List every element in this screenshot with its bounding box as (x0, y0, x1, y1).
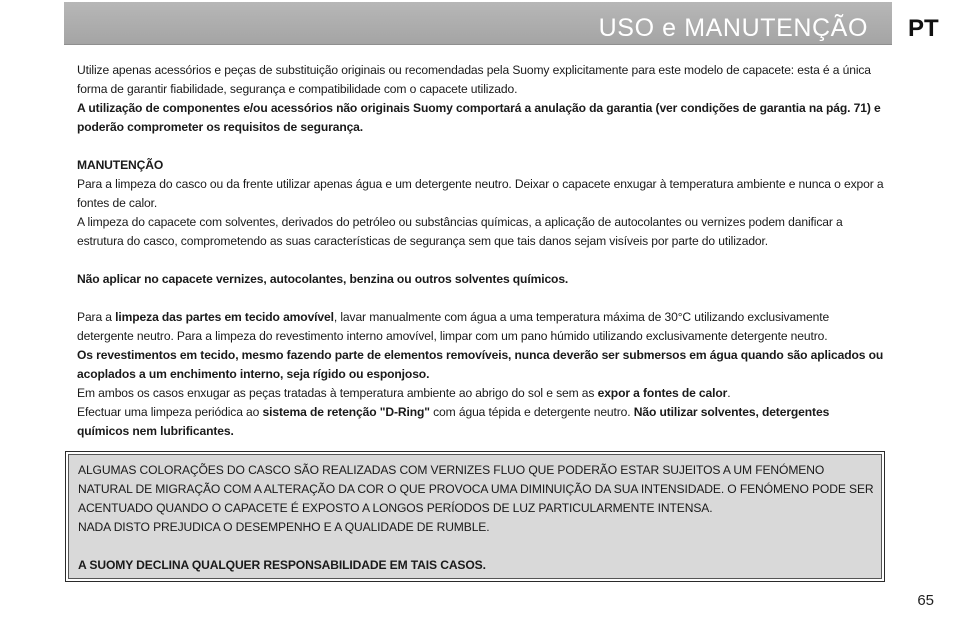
language-code: PT (908, 15, 939, 42)
fluo-notice-text: ALGUMAS COLORAÇÕES DO CASCO SÃO REALIZADAS COM VERNIZES FLUO QUE PODERÃO ESTAR SUJEITOS A UM FENÓMENO NATURAL DE MIGRAÇÃO COM A ALTERAÇÃO DA COR O QUE PROVOCA UMA DIMINUIÇÃO DA SUA INTENSIDADE. O FENÓMENO PODE SER ACENTUADO QUANDO O CAPACETE É EXPOSTO A LONGOS PERÍODOS DE LUZ PARTICULARMENTE INTENSA. (78, 463, 874, 515)
warranty-warning: A utilização de componentes e/ou acessórios não originais Suomy comportará a anulação da garantia (ver condições de garantia na pág. 71) e poderão comprometer os requisitos de segurança. (77, 101, 881, 134)
page-number: 65 (917, 592, 934, 609)
fluo-notice-box (65, 451, 885, 582)
no-varnish-warning: Não aplicar no capacete vernizes, autocolantes, benzina ou outros solventes químicos. (77, 272, 569, 286)
dring-paragraph: Efectuar uma limpeza periódica ao sistema de retenção "D-Ring" com água tépida e detergente neutro. Não utilizar solventes, detergentes químicos nem lubrificantes. (77, 405, 830, 438)
section-header-bar (64, 2, 892, 45)
section-title: USO e MANUTENÇÃO (598, 14, 868, 42)
drying-paragraph: Em ambos os casos enxugar as peças tratadas à temperatura ambiente ao abrigo do sol e sem as expor a fontes de calor. (77, 386, 731, 400)
disclaimer-text: A SUOMY DECLINA QUALQUER RESPONSABILIDADE EM TAIS CASOS. (78, 558, 486, 572)
fabric-cleaning-paragraph: Para a limpeza das partes em tecido amovível, lavar manualmente com água a uma temperatura máxima de 30°C utilizando exclusivamente detergente neutro. Para a limpeza do revestimento interno amovível, limpar com um pano húmido utilizando exclusivamente detergente neutro. (77, 310, 830, 343)
intro-paragraph: Utilize apenas acessórios e peças de substituição originais ou recomendadas pela Suomy explicitamente para este modelo de capacete: esta é a única forma de garantir fiabilidade, segurança e compatibilidade com o capacete utilizado. (77, 63, 871, 96)
maintenance-heading: MANUTENÇÃO (77, 158, 164, 172)
maintenance-solvents-paragraph: A limpeza do capacete com solventes, derivados do petróleo ou substâncias químicas, a aplicação de autocolantes ou vernizes podem danificar a estrutura do casco, comprometendo as suas características de segurança sem que tais danos sejam visíveis por parte do utilizador. (77, 215, 843, 248)
fluo-notice-line2: NADA DISTO PREJUDICA O DESEMPENHO E A QUALIDADE DE RUMBLE. (78, 520, 490, 534)
maintenance-shell-paragraph: Para a limpeza do casco ou da frente utilizar apenas água e um detergente neutro. Deixar o capacete enxugar à temperatura ambiente e nunca o expor a fontes de calor. (77, 177, 884, 210)
fabric-submersion-warning: Os revestimentos em tecido, mesmo fazendo parte de elementos removíveis, nunca deverão ser submersos em água quando são aplicados ou acoplados a um enchimento interno, seja rígido ou esponjoso. (77, 348, 884, 381)
main-content (77, 61, 884, 441)
